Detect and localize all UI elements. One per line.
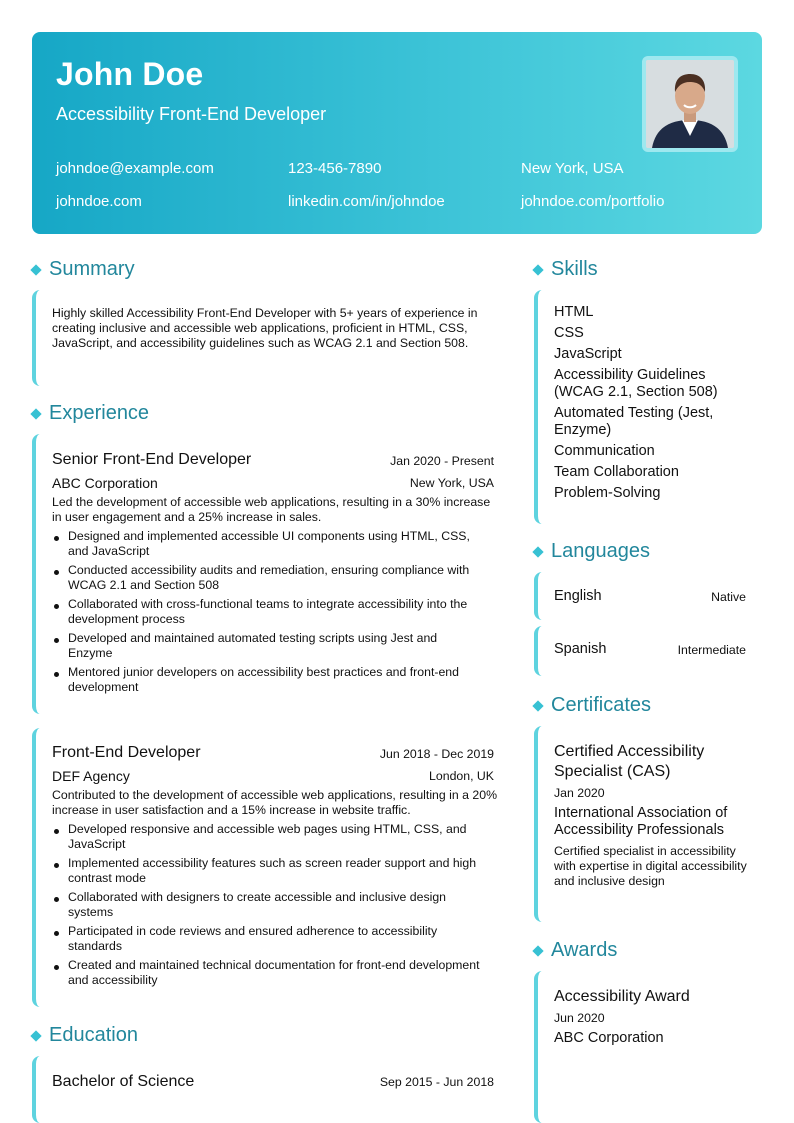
education-date: Sep 2015 - Jun 2018: [379, 1075, 494, 1089]
education-degree: Bachelor of Science: [52, 1073, 195, 1090]
job-bullet-list: [52, 529, 484, 699]
contact-website[interactable]: johndoe.com: [56, 193, 142, 210]
language-name: English: [554, 588, 602, 604]
contact-email[interactable]: johndoe@example.com: [56, 160, 214, 177]
skill-item: Accessibility Guidelines (WCAG 2.1, Section 508): [554, 367, 718, 400]
certificate-title: Certified Accessibility Specialist (CAS): [554, 743, 705, 780]
skills-heading-label: Skills: [551, 258, 598, 280]
job-title: Senior Front-End Developer: [52, 451, 252, 468]
job-location: London, UK: [429, 769, 494, 783]
list-item: Developed responsive and accessible web pages using HTML, CSS, and JavaScript: [52, 822, 484, 852]
diamond-bullet-icon: [532, 264, 543, 275]
languages-heading-label: Languages: [551, 540, 650, 562]
skills-list: [554, 304, 754, 506]
skill-item: Automated Testing (Jest, Enzyme): [554, 405, 714, 438]
job-company: DEF Agency: [52, 768, 130, 784]
diamond-bullet-icon: [30, 408, 41, 419]
job-description: Led the development of accessible web applications, resulting in a 30% increase in user engagement and a 25% increase in sales.: [52, 495, 491, 524]
candidate-role: Accessibility Front-End Developer: [56, 104, 327, 124]
list-item: Collaborated with cross-functional teams to integrate accessibility into the development process: [52, 597, 484, 627]
certificate-issuer: International Association of Accessibility Professionals: [554, 805, 728, 838]
certificates-heading-label: Certificates: [551, 694, 652, 716]
languages-heading: [532, 540, 650, 563]
diamond-bullet-icon: [532, 546, 543, 557]
language-level: Intermediate: [677, 643, 746, 657]
diamond-bullet-icon: [30, 264, 41, 275]
list-item: Mentored junior developers on accessibility best practices and front-end development: [52, 665, 484, 695]
skill-item: Communication: [554, 443, 655, 459]
list-item: Participated in code reviews and ensured adherence to accessibility standards: [52, 924, 484, 954]
contact-portfolio[interactable]: johndoe.com/portfolio: [521, 193, 665, 210]
list-item: Developed and maintained automated testing scripts using Jest and Enzyme: [52, 631, 484, 661]
award-title: Accessibility Award: [554, 988, 690, 1005]
skills-heading: [532, 258, 598, 281]
job-date: Jun 2018 - Dec 2019: [379, 747, 494, 761]
skill-item: HTML: [554, 304, 594, 320]
experience-heading-label: Experience: [49, 402, 150, 424]
contact-linkedin[interactable]: linkedin.com/in/johndoe: [288, 193, 445, 210]
contact-phone[interactable]: 123-456-7890: [288, 160, 382, 177]
list-item: Conducted accessibility audits and remediation, ensuring compliance with WCAG 2.1 and Section 508: [52, 563, 484, 593]
list-item: Designed and implemented accessible UI components using HTML, CSS, and JavaScript: [52, 529, 484, 559]
list-item: Created and maintained technical documentation for front-end development and accessibility: [52, 958, 484, 988]
awards-heading: [532, 939, 617, 962]
summary-heading: [30, 258, 135, 281]
profile-photo: [642, 56, 738, 152]
skill-item: JavaScript: [554, 346, 622, 362]
education-heading-label: Education: [49, 1024, 138, 1046]
certificates-heading: [532, 694, 651, 717]
skill-item: Problem-Solving: [554, 485, 661, 501]
diamond-bullet-icon: [30, 1030, 41, 1041]
candidate-name: John Doe: [56, 56, 204, 92]
certificate-date: Jan 2020: [554, 786, 605, 800]
list-item: Collaborated with designers to create accessible and inclusive design systems: [52, 890, 484, 920]
summary-heading-label: Summary: [49, 258, 135, 280]
diamond-bullet-icon: [532, 700, 543, 711]
awards-heading-label: Awards: [551, 939, 618, 961]
education-heading: [30, 1024, 138, 1047]
experience-heading: [30, 402, 149, 425]
job-title: Front-End Developer: [52, 744, 201, 761]
skill-item: Team Collaboration: [554, 464, 679, 480]
language-level: Native: [711, 590, 746, 604]
language-name: Spanish: [554, 641, 607, 657]
resume-header: [32, 32, 762, 234]
job-company: ABC Corporation: [52, 475, 158, 491]
award-organization: ABC Corporation: [554, 1030, 664, 1046]
list-item: Implemented accessibility features such as screen reader support and high contrast mode: [52, 856, 484, 886]
job-location: New York, USA: [409, 476, 494, 490]
summary-text: Highly skilled Accessibility Front-End Developer with 5+ years of experience in creating inclusive and accessible web applications, proficient in HTML, CSS, JavaScript, and accessibility guidelines such as WCAG 2.1 and Section 508.: [52, 306, 478, 350]
job-date: Jan 2020 - Present: [390, 454, 494, 468]
diamond-bullet-icon: [532, 945, 543, 956]
skill-item: CSS: [554, 325, 584, 341]
job-description: Contributed to the development of accessible web applications, resulting in a 20% increase in user satisfaction and a 15% increase in website traffic.: [52, 788, 498, 817]
award-date: Jun 2020: [554, 1011, 605, 1025]
job-bullet-list: [52, 822, 484, 992]
contact-location: New York, USA: [521, 160, 624, 177]
certificate-description: Certified specialist in accessibility with expertise in digital accessibility and inclusive design: [554, 844, 747, 888]
profile-photo-illustration: [646, 60, 734, 148]
